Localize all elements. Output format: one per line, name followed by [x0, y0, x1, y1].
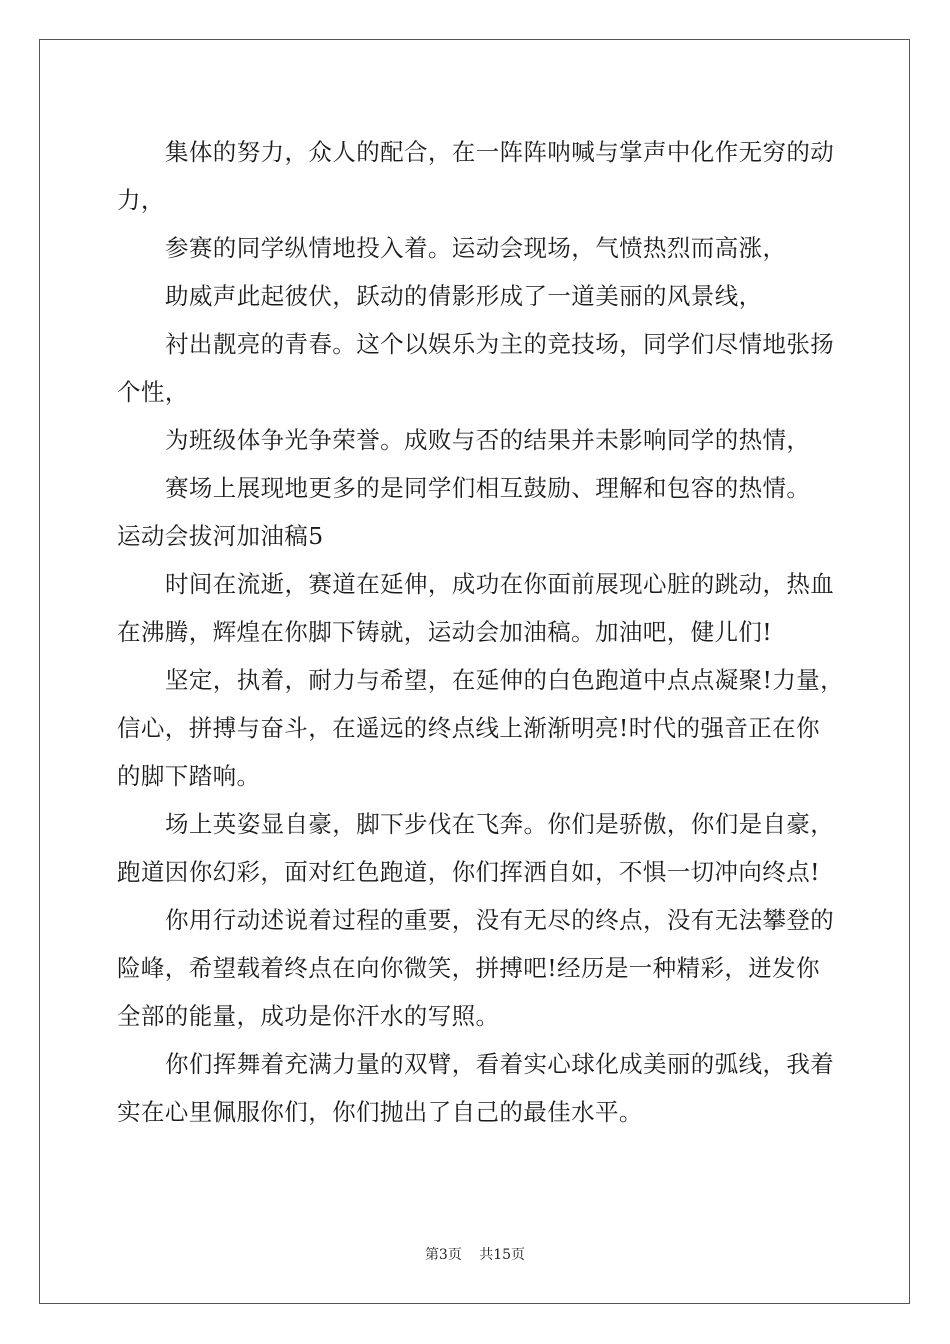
text-line: 你用行动述说着过程的重要，没有无尽的终点，没有无法攀登的: [165, 906, 835, 934]
text-line: 坚定，执着，耐力与希望，在延伸的白色跑道中点点凝聚!力量，: [165, 666, 845, 694]
text-line: 的脚下踏响。: [117, 762, 261, 790]
current-page-number: 第3页: [424, 1247, 462, 1263]
text-line: 参赛的同学纵情地投入着。运动会现场，气愤热烈而高涨，: [165, 234, 787, 262]
text-line: 你们挥舞着充满力量的双臂，看着实心球化成美丽的弧线，我着: [165, 1050, 835, 1078]
text-line: 赛场上展现地更多的是同学们相互鼓励、理解和包容的热情。: [165, 474, 811, 502]
text-line: 全部的能量，成功是你汗水的写照。: [117, 1002, 500, 1030]
text-line: 集体的努力，众人的配合，在一阵阵呐喊与掌声中化作无穷的动: [165, 138, 835, 166]
document-body: [117, 128, 854, 1136]
text-line: 助威声此起彼伏，跃动的倩影形成了一道美丽的风景线，: [165, 282, 763, 310]
text-line: 信心，拼搏与奋斗，在遥远的终点线上渐渐明亮!时代的强音正在你: [117, 714, 820, 742]
text-line: 场上英姿显自豪，脚下步伐在飞奔。你们是骄傲，你们是自豪，: [165, 810, 835, 838]
page-footer: [0, 1244, 950, 1264]
total-pages: 共15页: [479, 1247, 526, 1263]
text-line: 在沸腾，辉煌在你脚下铸就，运动会加油稿。加油吧，健儿们!: [117, 618, 773, 646]
text-line: 衬出靓亮的青春。这个以娱乐为主的竞技场，同学们尽情地张扬: [165, 330, 835, 358]
section-heading: 运动会拔河加油稿5: [117, 522, 324, 550]
text-line: 实在心里佩服你们，你们抛出了自己的最佳水平。: [117, 1098, 643, 1126]
text-line: 为班级体争光争荣誉。成败与否的结果并未影响同学的热情，: [165, 426, 811, 454]
text-line: 力，: [117, 186, 165, 214]
text-line: 个性，: [117, 378, 189, 406]
text-line: 险峰，希望载着终点在向你微笑，拼搏吧!经历是一种精彩，迸发你: [117, 954, 820, 982]
text-line: 时间在流逝，赛道在延伸，成功在你面前展现心脏的跳动，热血: [165, 570, 835, 598]
text-line: 跑道因你幻彩，面对红色跑道，你们挥洒自如，不惧一切冲向终点!: [117, 858, 820, 886]
